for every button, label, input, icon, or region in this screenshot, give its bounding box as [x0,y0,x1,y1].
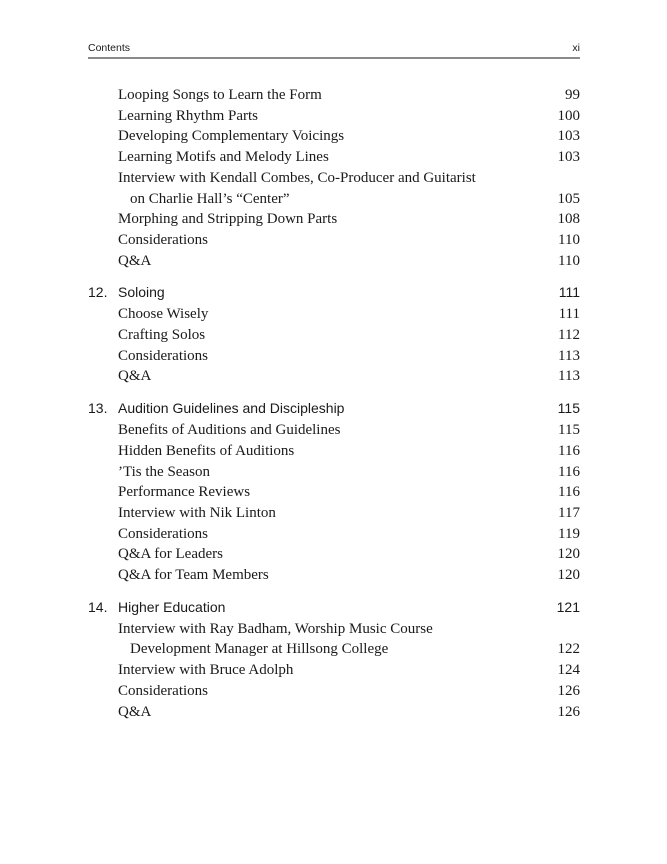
entry-page: 113 [558,368,580,385]
toc-entry [88,660,580,681]
table-of-contents [88,85,580,733]
entry-page: 116 [558,484,580,501]
entry-page: 99 [565,87,580,103]
chapter-number: 14. [88,598,108,615]
toc-entry [88,106,580,127]
toc-section [88,398,580,586]
page-number: xi [572,42,580,54]
entry-page: 126 [557,703,580,720]
entry-page: 112 [558,327,580,344]
entry-title-continued: Development Manager at Hillsong College [130,641,389,658]
entry-page: 119 [558,525,580,542]
chapter-number: 13. [88,400,108,417]
entry-title: Crafting Solos [118,327,206,344]
toc-entry [88,346,580,367]
toc-entry [88,524,580,545]
entry-title: Morphing and Stripping Down Parts [118,211,338,228]
entry-title: Q&A for Team Members [118,567,269,584]
entry-title: ’Tis the Season [118,463,210,480]
toc-entry [88,619,580,660]
toc-entry [88,681,580,702]
entry-page: 103 [557,149,580,166]
entry-title: Hidden Benefits of Auditions [118,442,295,459]
toc-entry [88,230,580,251]
entry-title-continued: on Charlie Hall’s “Center” [130,190,290,207]
entry-page: 100 [557,107,580,124]
toc-entry [88,126,580,147]
entry-title: Considerations [118,682,208,699]
toc-section [88,597,580,723]
toc-entry [88,304,580,325]
entry-page: 111 [558,306,580,323]
entry-title: Interview with Ray Badham, Worship Music Course [118,620,433,637]
running-header [88,42,580,58]
entry-page: 124 [557,662,580,679]
toc-entry [88,565,580,586]
toc-entry [88,85,580,106]
toc-entry [88,503,580,524]
entry-title: Performance Reviews [118,484,251,501]
entry-title: Looping Songs to Learn the Form [118,87,322,103]
toc-entry [88,251,580,272]
entry-page: 116 [558,463,580,480]
entry-title: Q&A [118,368,152,385]
entry-title: Considerations [118,347,208,364]
chapter-page: 121 [556,598,580,615]
entry-page: 120 [557,546,580,563]
entry-title: Considerations [118,525,208,542]
toc-entry [88,420,580,441]
entry-page: 117 [558,504,580,521]
entry-title: Choose Wisely [118,306,209,323]
entry-page: 120 [557,567,580,584]
entry-page: 115 [558,422,580,439]
toc-entry [88,482,580,503]
entry-page: 110 [558,252,580,269]
entry-title: Learning Rhythm Parts [118,107,258,124]
toc-entry [88,366,580,387]
entry-title: Q&A for Leaders [118,546,223,563]
running-header-title: Contents [88,42,131,54]
toc-entry [88,702,580,723]
chapter-heading [88,398,580,420]
entry-page: 103 [557,128,580,145]
entry-title: Interview with Kendall Combes, Co-Producer and Guitarist [118,169,476,186]
entry-page: 110 [558,231,580,248]
entry-title: Interview with Bruce Adolph [118,662,294,679]
toc-section [88,282,580,387]
toc-entry [88,147,580,168]
chapter-title: Audition Guidelines and Discipleship [118,400,345,417]
toc-entry [88,209,580,230]
chapter-title: Higher Education [118,598,226,615]
toc-entry [88,325,580,346]
toc-entry [88,441,580,462]
chapter-page: 111 [558,284,580,301]
entry-page: 105 [557,190,580,207]
entry-page: 108 [557,211,580,228]
chapter-page: 115 [557,400,580,417]
entry-page: 113 [558,347,580,364]
entry-title: Benefits of Auditions and Guidelines [118,422,341,439]
entry-title: Q&A [118,252,152,269]
entry-title: Developing Complementary Voicings [118,128,345,145]
chapter-number: 12. [88,284,108,301]
toc-entry [88,462,580,483]
entry-title: Considerations [118,231,208,248]
chapter-heading [88,597,580,619]
toc-entry [88,544,580,565]
toc-section [88,85,580,271]
entry-page: 126 [557,682,580,699]
toc-entry [88,168,580,209]
entry-title: Interview with Nik Linton [118,504,276,521]
header-rule [88,57,580,59]
entry-page: 122 [557,641,580,658]
chapter-heading [88,282,580,304]
chapter-title: Soloing [118,284,165,301]
entry-page: 116 [558,442,580,459]
entry-title: Q&A [118,703,152,720]
entry-title: Learning Motifs and Melody Lines [118,149,329,166]
